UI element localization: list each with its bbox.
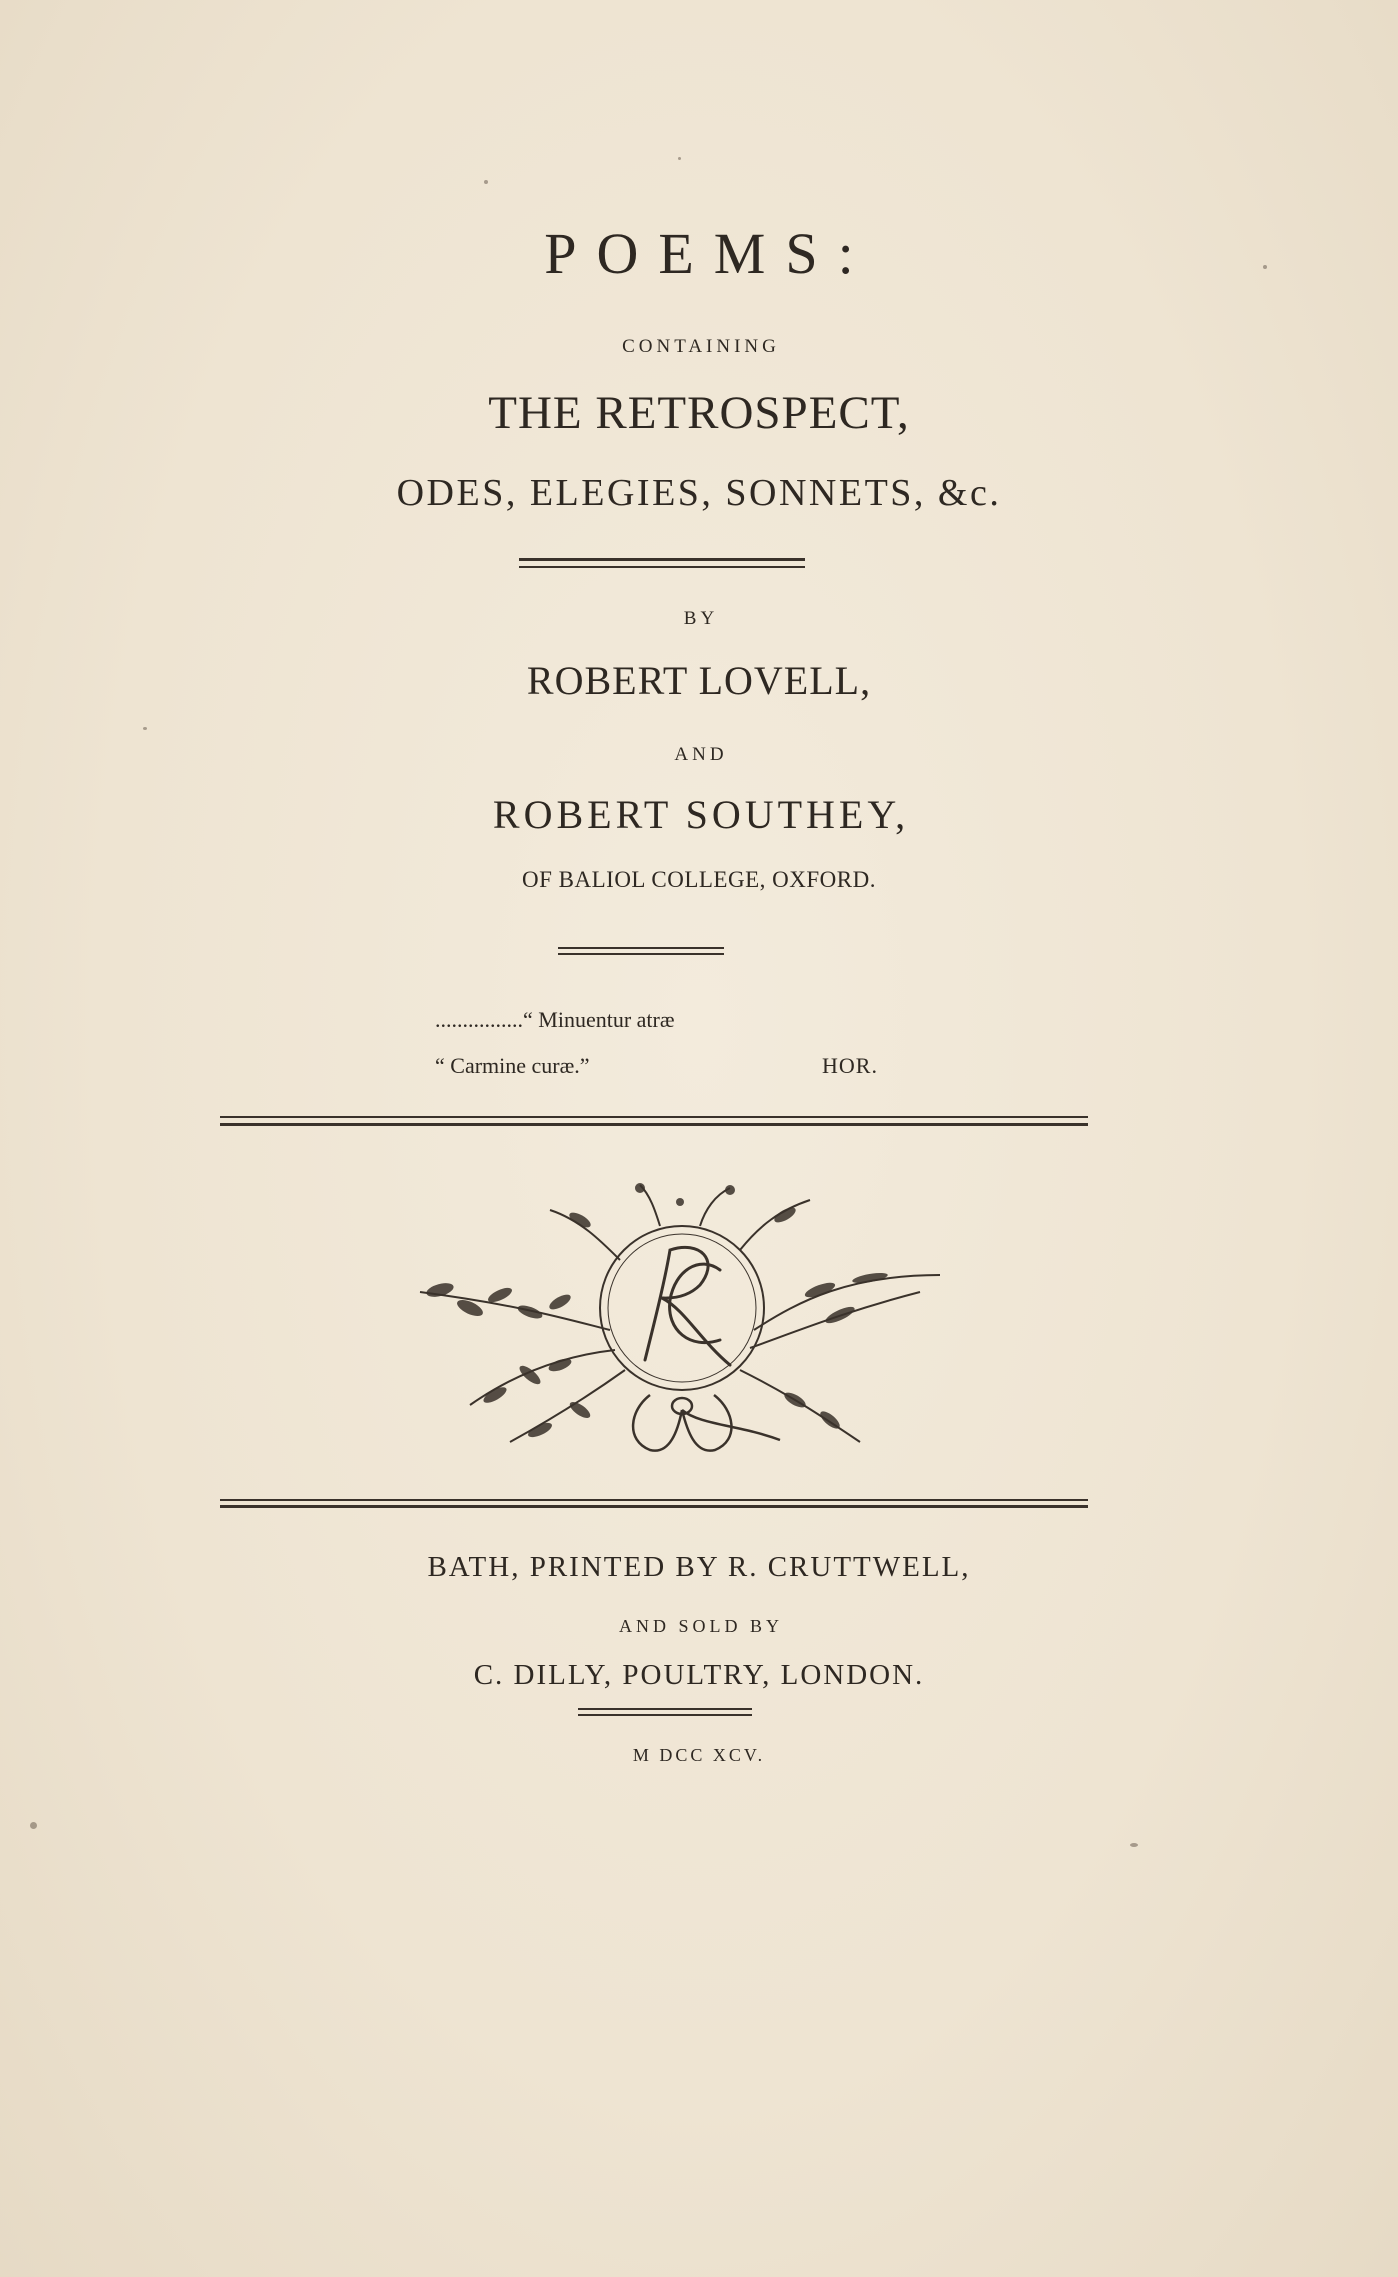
paper-speck [1263,265,1267,269]
monogram-wreath-ornament [400,1180,960,1480]
paper-speck [143,727,147,730]
subtitle-odes: ODES, ELEGIES, SONNETS, &c. [396,472,1002,514]
double-rule-2 [558,947,724,957]
epigraph-line-2: “ Carmine curæ.” [435,1053,590,1078]
subtitle-retrospect: THE RETROSPECT, [488,387,910,439]
epigraph-author: HOR. [822,1053,878,1078]
paper-speck [30,1822,37,1829]
publication-year: M DCC XCV. [632,1745,766,1765]
author-southey: ROBERT SOUTHEY, [492,792,910,837]
double-rule-4 [220,1499,1088,1511]
author-lovell: ROBERT LOVELL, [526,658,872,703]
epigraph-line-1: ................“ Minuentur atræ [435,1007,675,1032]
sold-by-label: AND SOLD BY [618,1616,783,1636]
double-rule-5 [578,1708,752,1718]
double-rule-3 [220,1116,1088,1128]
printer-line: BATH, PRINTED BY R. CRUTTWELL, [427,1551,971,1583]
author-affiliation: OF BALIOL COLLEGE, OXFORD. [522,867,876,892]
seller-line: C. DILLY, POULTRY, LONDON. [473,1659,925,1691]
by-label: BY [683,608,719,629]
book-title: POEMS: [544,221,874,286]
and-label: AND [674,744,728,765]
double-rule-1 [519,558,805,572]
paper-speck [1130,1843,1138,1847]
paper-speck [678,157,681,160]
containing-label: CONTAINING [622,336,780,357]
paper-speck [484,180,488,184]
